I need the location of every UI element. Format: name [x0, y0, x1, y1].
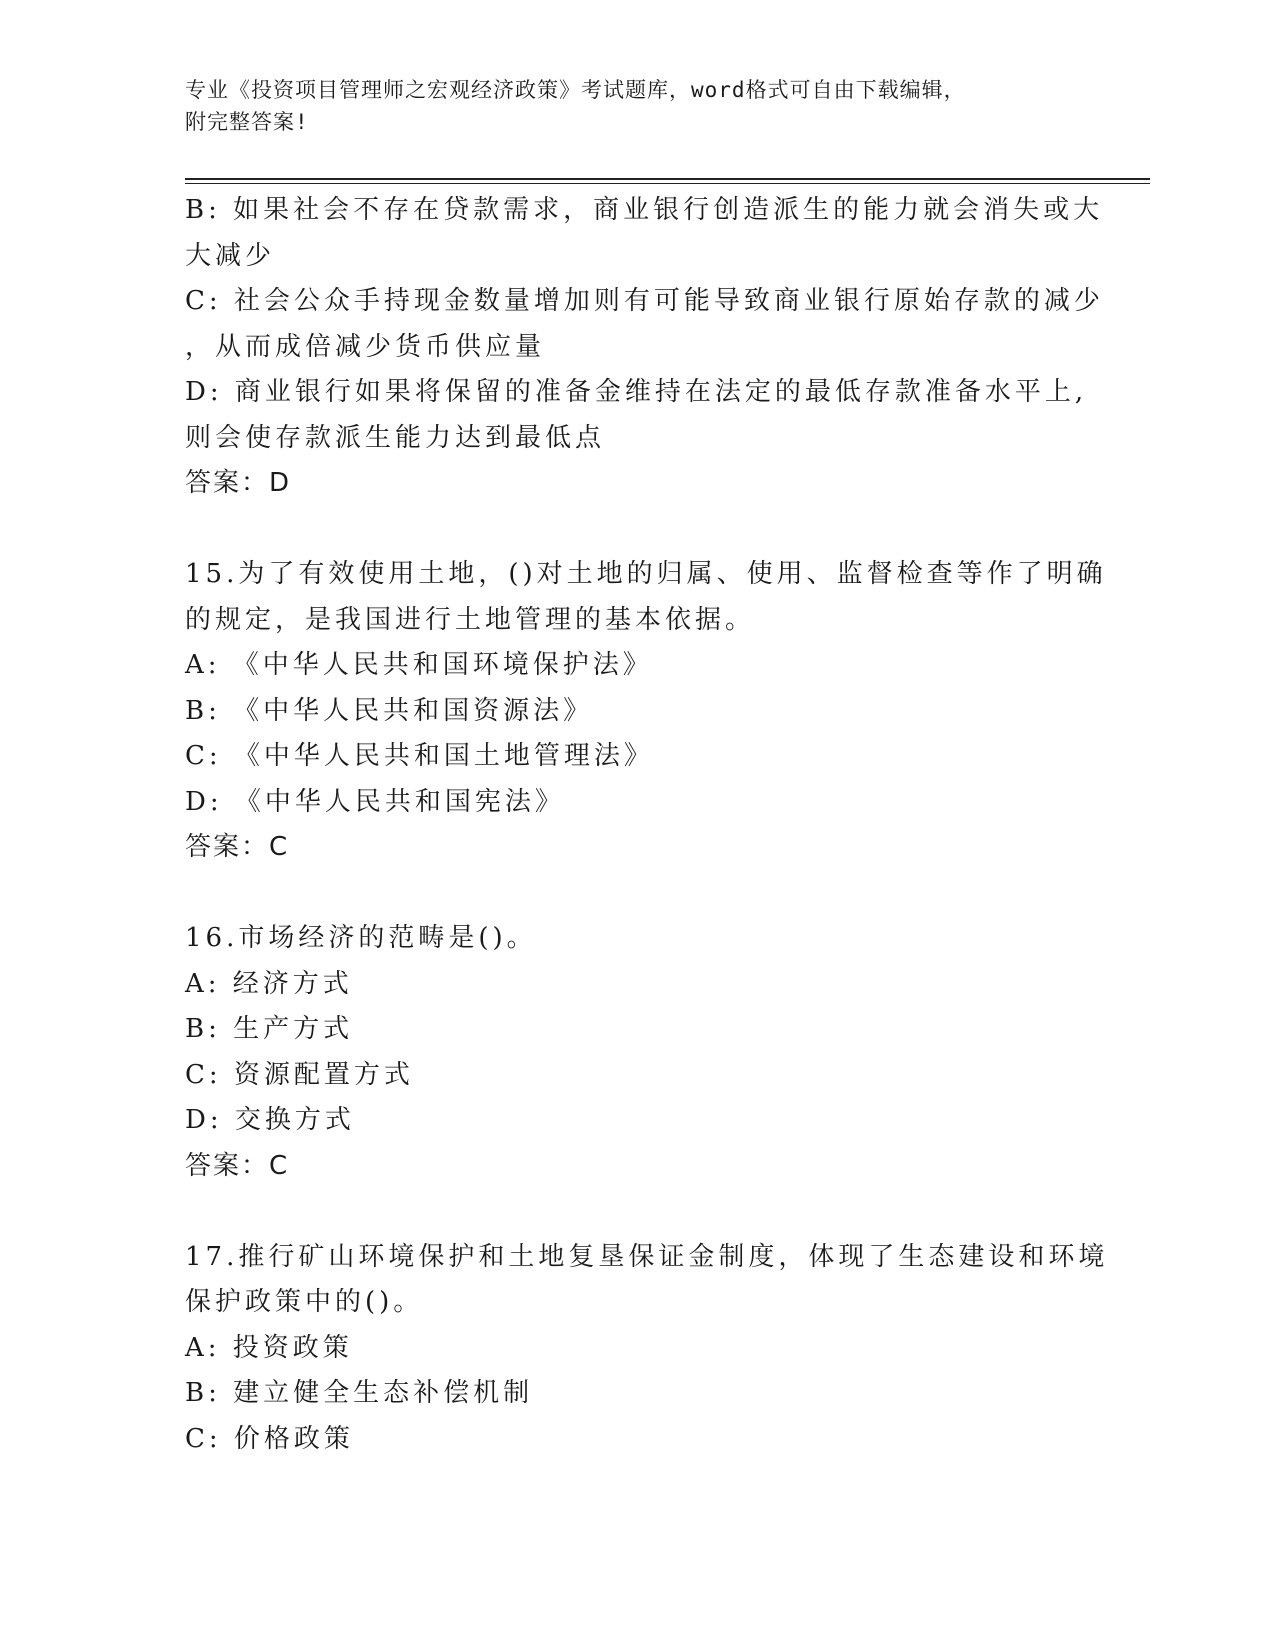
option-a: A: 《中华人民共和国环境保护法》 — [185, 650, 653, 680]
spacer — [185, 507, 1085, 553]
question-14-tail — [185, 188, 1104, 507]
option-b-line-1: B: 如果社会不存在贷款需求，商业银行创造派生的能力就会消失或大 — [185, 195, 1104, 225]
option-c-line-2: ，从而成倍减少货币供应量 — [185, 331, 546, 362]
option-c: C: 资源配置方式 — [185, 1059, 414, 1090]
question-15-line-1: 15.为了有效使用土地，()对土地的归属、使用、监督检查等作了明确 — [185, 559, 1107, 589]
answer-16: 答案：C — [185, 1150, 290, 1181]
option-b-line-2: 大减少 — [185, 240, 276, 271]
option-d-line-2: 则会使存款派生能力达到最低点 — [185, 422, 606, 453]
answer-14: 答案：D — [185, 468, 292, 498]
option-c: C: 价格政策 — [185, 1423, 354, 1454]
answer-15: 答案：C — [185, 832, 290, 862]
option-a: A: 经济方式 — [185, 968, 353, 999]
header-rule-thin — [185, 183, 1150, 184]
option-b: B: 生产方式 — [185, 1014, 354, 1044]
option-b: B: 建立健全生态补偿机制 — [185, 1378, 534, 1408]
option-b: B: 《中华人民共和国资源法》 — [185, 695, 594, 726]
option-c: C: 《中华人民共和国土地管理法》 — [185, 741, 654, 771]
document-body — [185, 188, 1109, 1462]
header-rule-thick — [185, 178, 1150, 180]
header-line-2: 附完整答案! — [185, 110, 309, 134]
question-17-line-2: 保护政策中的()。 — [185, 1287, 424, 1317]
option-d: D: 《中华人民共和国宪法》 — [185, 786, 565, 817]
option-a: A: 投资政策 — [185, 1332, 353, 1363]
question-17-line-1: 17.推行矿山环境保护和土地复垦保证金制度，体现了生态建设和环境 — [185, 1241, 1109, 1272]
spacer — [185, 871, 1085, 917]
question-16 — [185, 916, 1085, 1189]
option-c-line-1: C: 社会公众手持现金数量增加则有可能导致商业银行原始存款的减少 — [185, 286, 1104, 316]
question-16-line-1: 16.市场经济的范畴是()。 — [185, 923, 537, 953]
question-17 — [185, 1235, 1109, 1463]
header-line-1: 专业《投资项目管理师之宏观经济政策》考试题库，word格式可自由下载编辑， — [185, 78, 966, 102]
document-header — [185, 74, 1085, 138]
option-d: D: 交换方式 — [185, 1105, 355, 1135]
spacer — [185, 1189, 1085, 1235]
option-d-line-1: D: 商业银行如果将保留的准备金维持在法定的最低存款准备水平上, — [185, 377, 1088, 407]
question-15-line-2: 的规定，是我国进行土地管理的基本依据。 — [185, 604, 756, 635]
question-15 — [185, 552, 1107, 871]
